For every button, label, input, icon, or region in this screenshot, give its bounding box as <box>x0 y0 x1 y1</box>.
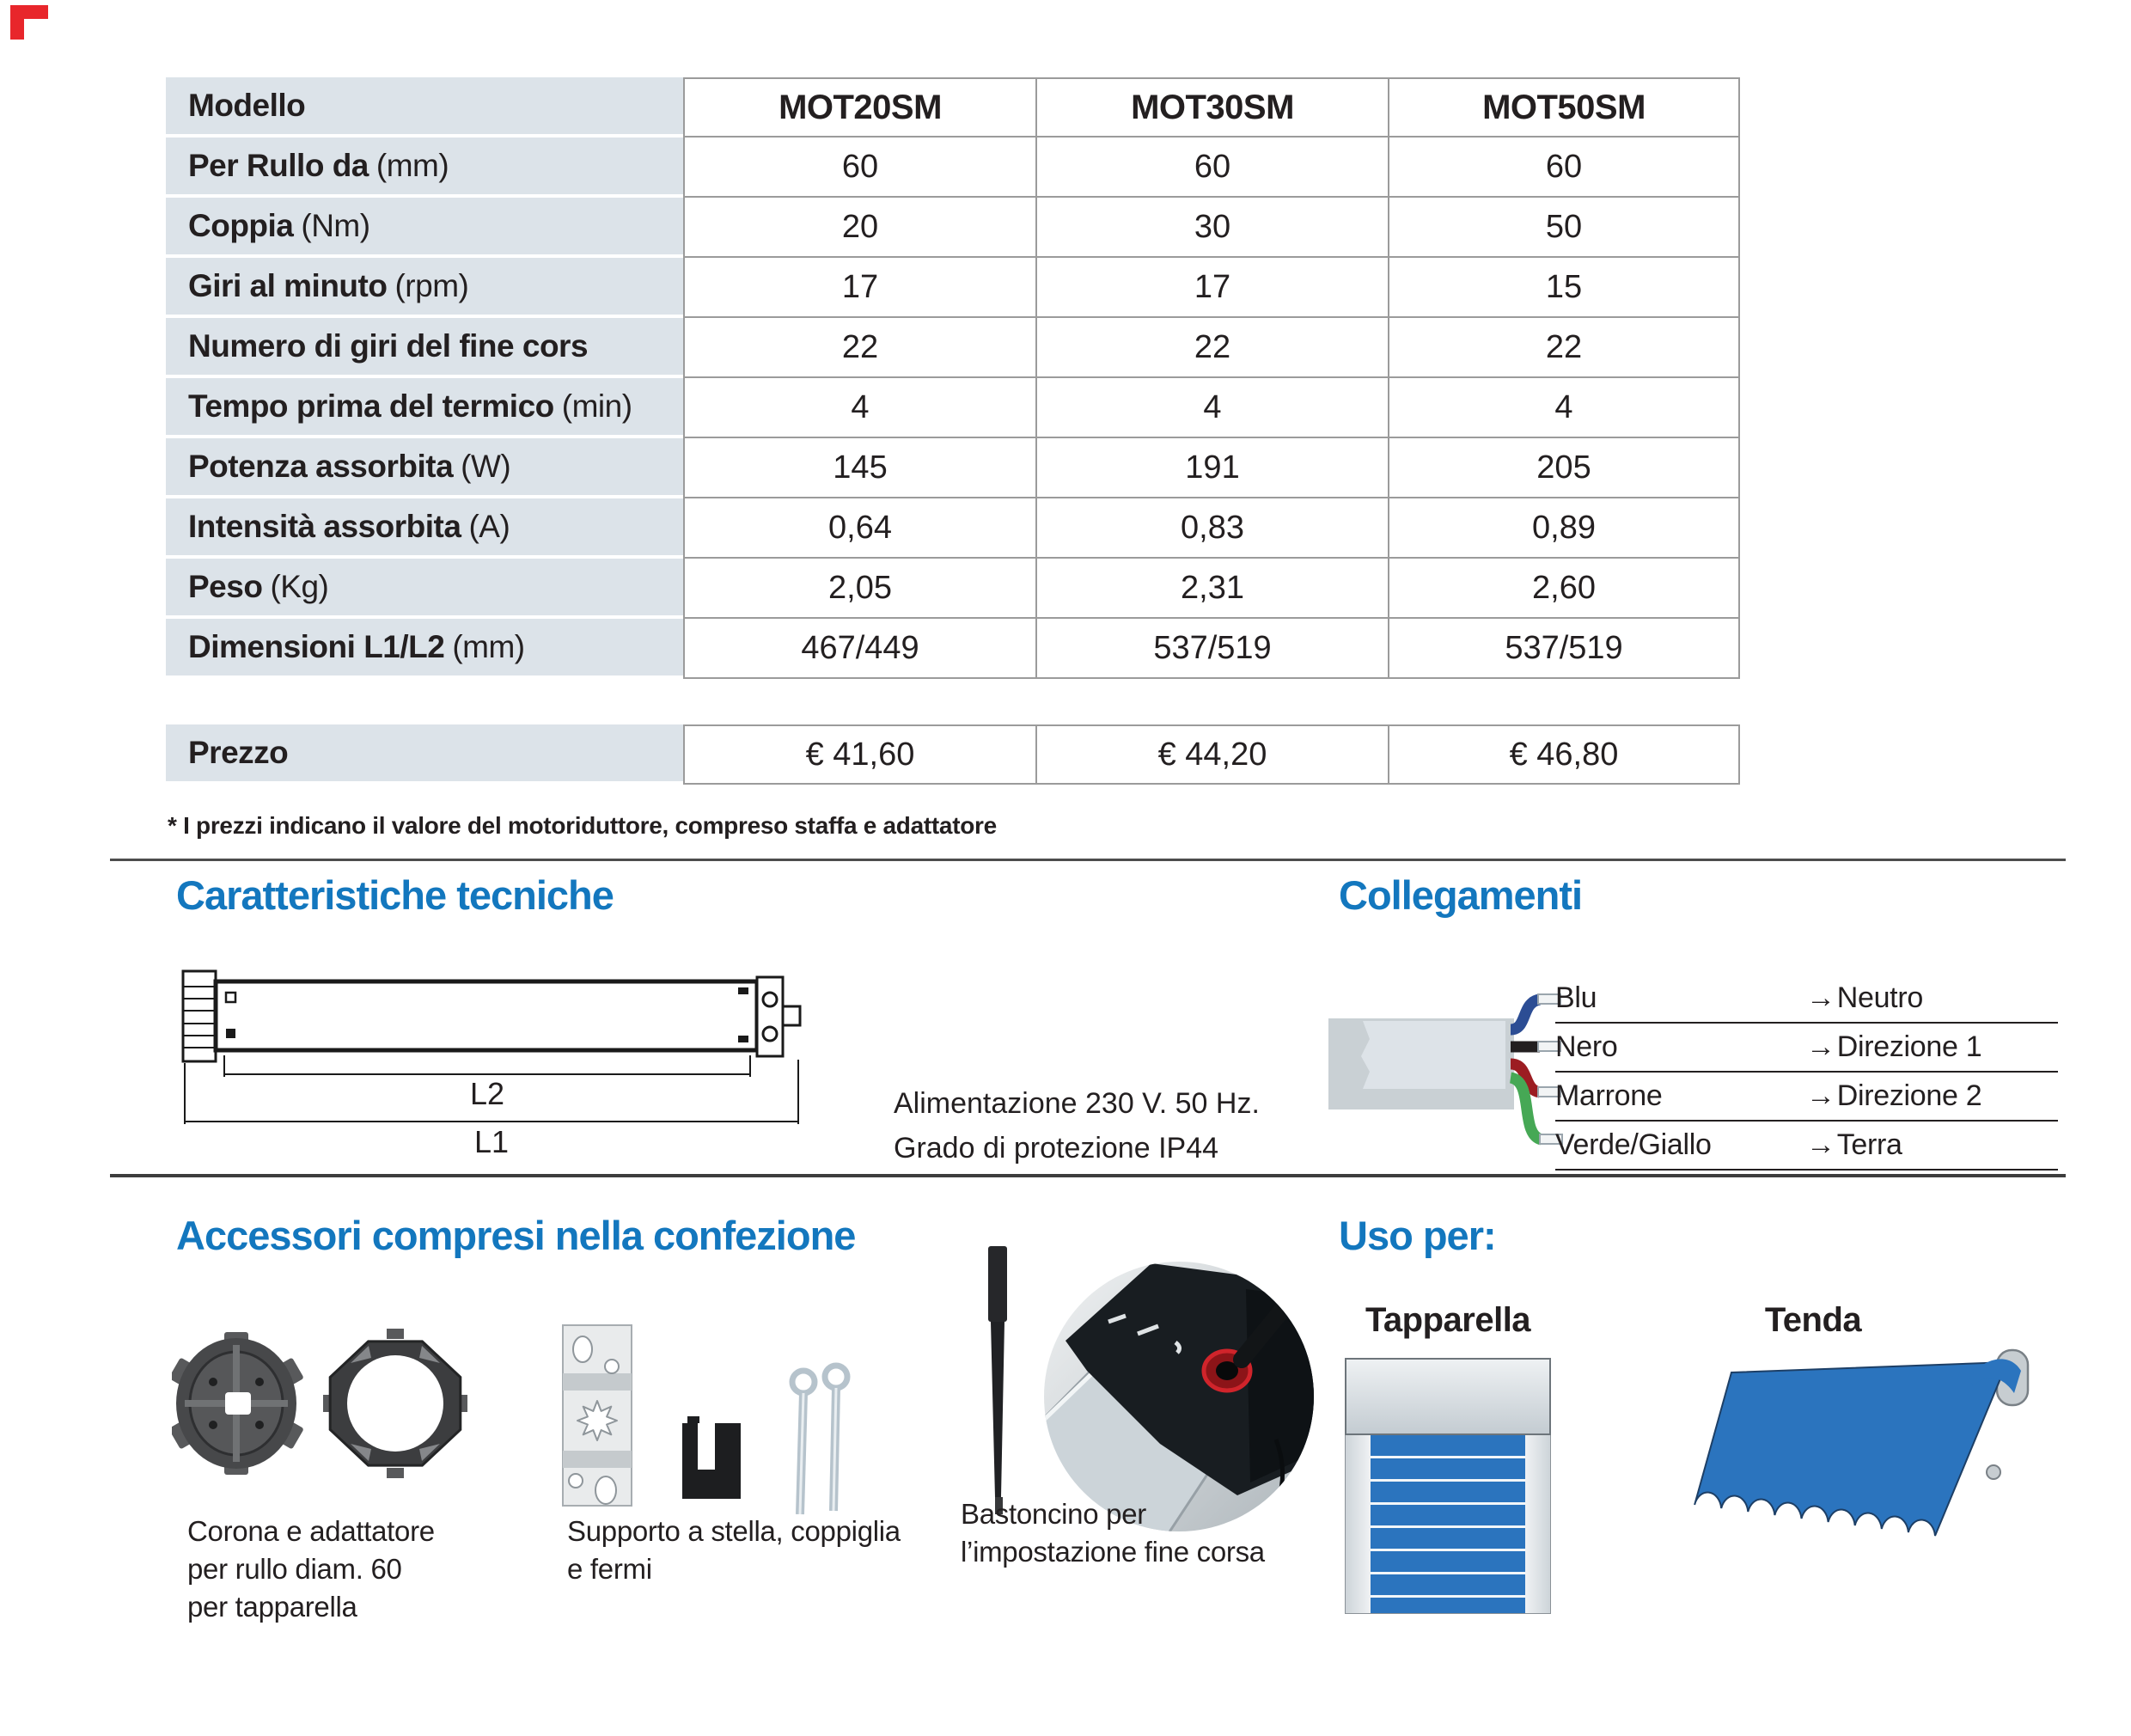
wire-legend <box>1555 975 2058 1171</box>
cell-value: 60 <box>1035 138 1388 198</box>
row-unit: (mm) <box>452 629 525 664</box>
cell-value: 0,83 <box>1035 498 1388 559</box>
table-row <box>166 438 1740 498</box>
cell-value: 30 <box>1035 198 1388 258</box>
caption-corona: Corona e adattatore per rullo diam. 60 per tapparella <box>187 1515 435 1623</box>
table-row <box>166 258 1740 318</box>
row-label: Giri al minuto <box>188 268 388 303</box>
cell-value: 191 <box>1035 438 1388 498</box>
cell-value: 22 <box>1035 318 1388 378</box>
table-row <box>166 138 1740 198</box>
column-header: MOT30SM <box>1035 77 1388 138</box>
row-unit: (min) <box>561 388 632 424</box>
row-unit: (A) <box>468 509 510 544</box>
adapter-graphic <box>323 1329 467 1478</box>
wire-row <box>1555 1024 2058 1073</box>
cell-value: 17 <box>1035 258 1388 318</box>
wire-blue <box>1511 999 1540 1030</box>
power-note: Alimentazione 230 V. 50 Hz. Grado di protezione IP44 <box>894 1087 1260 1164</box>
row-label: Coppia <box>188 208 294 243</box>
table-row <box>166 498 1740 559</box>
shutter-rail <box>1525 1435 1550 1613</box>
clip-graphic <box>682 1416 741 1499</box>
row-unit: (rpm) <box>394 268 469 303</box>
table-row <box>166 318 1740 378</box>
cell-value: 537/519 <box>1035 619 1388 679</box>
cell-value: 20 <box>683 198 1035 258</box>
section-heading-tech: Caratteristiche tecniche <box>176 872 614 918</box>
price-footnote: * I prezzi indicano il valore del motoriduttore, compreso staffa e adattatore <box>168 812 997 839</box>
row-label: Potenza assorbita <box>188 449 454 484</box>
price-value: € 44,20 <box>1035 724 1388 785</box>
section-heading-accessories: Accessori compresi nella confezione <box>176 1213 856 1258</box>
wire-color-name: Blu <box>1555 981 1597 1014</box>
cell-value: 22 <box>1388 318 1740 378</box>
column-header: MOT50SM <box>1388 77 1740 138</box>
caption-supporto: Supporto a stella, coppiglia e fermi <box>567 1515 901 1585</box>
corona-graphic <box>172 1332 304 1475</box>
arrow-icon: → <box>1806 1079 1835 1112</box>
caption-bastoncino: Bastoncino per l’impostazione fine corsa <box>961 1498 1265 1568</box>
column-header: MOT20SM <box>683 77 1035 138</box>
wire-function: Terra <box>1836 1128 1902 1161</box>
arrow-icon: → <box>1806 1128 1835 1161</box>
dim-label-l2: L2 <box>469 1076 505 1111</box>
wire-row <box>1555 975 2058 1024</box>
table-row <box>166 198 1740 258</box>
price-value: € 41,60 <box>683 724 1035 785</box>
awning-graphic <box>1633 1336 2062 1594</box>
cell-value: 145 <box>683 438 1035 498</box>
cell-value: 22 <box>683 318 1035 378</box>
roller-shutter-graphic <box>1345 1358 1551 1616</box>
row-label: Dimensioni L1/L2 <box>188 629 445 664</box>
divider <box>110 859 2066 861</box>
cell-value: 0,64 <box>683 498 1035 559</box>
price-value: € 46,80 <box>1388 724 1740 785</box>
cell-value: 2,60 <box>1388 559 1740 619</box>
wire-row <box>1555 1122 2058 1171</box>
arrow-icon: → <box>1806 981 1835 1014</box>
price-label: Prezzo <box>166 724 683 781</box>
cell-value: 205 <box>1388 438 1740 498</box>
row-unit: (W) <box>461 449 511 484</box>
cotter-pins-graphic <box>792 1366 847 1514</box>
table-row <box>166 378 1740 438</box>
cell-value: 537/519 <box>1388 619 1740 679</box>
cell-value: 467/449 <box>683 619 1035 679</box>
use-item-tapparella: Tapparella <box>1365 1301 1531 1339</box>
spec-table <box>166 77 1740 679</box>
price-row <box>166 724 1740 785</box>
divider <box>110 1174 2066 1177</box>
section-heading-use: Uso per: <box>1339 1213 1496 1258</box>
wire-function: Neutro <box>1836 981 1923 1014</box>
cell-value: 2,31 <box>1035 559 1388 619</box>
limit-adjust-photo <box>1044 1262 1316 1533</box>
table-row <box>166 559 1740 619</box>
row-label: Per Rullo da <box>188 148 369 183</box>
row-label: Peso <box>188 569 263 604</box>
row-label: Intensità assorbita <box>188 509 461 544</box>
row-unit: (mm) <box>376 148 449 183</box>
cell-value: 60 <box>683 138 1035 198</box>
cell-value: 4 <box>1388 378 1740 438</box>
cell-value: 0,89 <box>1388 498 1740 559</box>
section-heading-connections: Collegamenti <box>1339 872 1583 918</box>
arrow-icon: → <box>1806 1030 1835 1063</box>
row-label: Numero di giri del fine cors <box>188 328 589 364</box>
row-label: Tempo prima del termico <box>188 388 554 424</box>
motor-dimension-drawing <box>176 967 864 1173</box>
cell-value: 50 <box>1388 198 1740 258</box>
star-support-graphic <box>563 1325 632 1506</box>
row-unit: (Nm) <box>301 208 370 243</box>
setting-rod-graphic <box>988 1246 1007 1514</box>
cell-value: 4 <box>1035 378 1388 438</box>
shutter-rail <box>1346 1435 1371 1613</box>
cell-value: 4 <box>683 378 1035 438</box>
cable-drawing <box>1323 971 1572 1177</box>
use-item-tenda: Tenda <box>1764 1301 1862 1339</box>
row-unit: (Kg) <box>270 569 329 604</box>
cell-value: 60 <box>1388 138 1740 198</box>
shutter-slats <box>1371 1435 1525 1613</box>
table-row <box>166 619 1740 679</box>
wire-function: Direzione 1 <box>1836 1030 1982 1063</box>
header-label: Modello <box>166 77 683 134</box>
cell-value: 15 <box>1388 258 1740 318</box>
wire-color-name: Verde/Giallo <box>1555 1128 1712 1161</box>
shutter-box <box>1345 1358 1551 1435</box>
wire-color-name: Marrone <box>1555 1079 1663 1112</box>
table-header-row <box>166 77 1740 138</box>
wire-color-name: Nero <box>1555 1030 1618 1063</box>
corner-mark <box>10 5 24 40</box>
cell-value: 2,05 <box>683 559 1035 619</box>
dim-label-l1: L1 <box>473 1124 510 1159</box>
cell-value: 17 <box>683 258 1035 318</box>
wire-function: Direzione 2 <box>1836 1079 1982 1112</box>
wire-row <box>1555 1073 2058 1122</box>
